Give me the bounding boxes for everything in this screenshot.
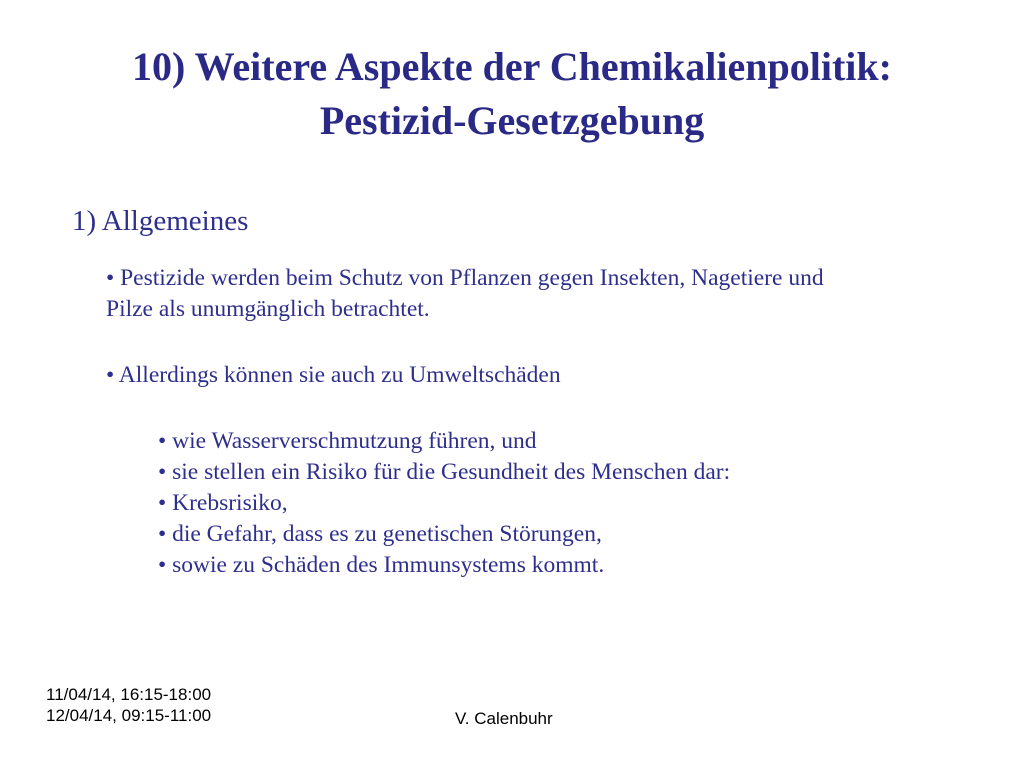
bullet-list bbox=[106, 263, 1006, 581]
sub-bullet-genetische-stoerungen: • die Gefahr, dass es zu genetischen Störungen, bbox=[158, 521, 602, 547]
sub-bullet-gesundheitsrisiko: • sie stellen ein Risiko für die Gesundheit des Menschen dar: bbox=[158, 459, 731, 485]
bullet-pestizide-line-2: Pilze als unumgänglich betrachtet. bbox=[106, 296, 430, 322]
bullet-pestizide-line-1: • Pestizide werden beim Schutz von Pflanzen gegen Insekten, Nagetiere und bbox=[106, 265, 824, 291]
slide-title-line-1: 10) Weitere Aspekte der Chemikalienpolitik: bbox=[132, 44, 892, 89]
slide-title bbox=[0, 40, 1024, 148]
slide-title-line-2: Pestizid-Gesetzgebung bbox=[319, 98, 705, 143]
sub-bullet-wasserverschmutzung: • wie Wasserverschmutzung führen, und bbox=[158, 428, 537, 454]
spacer bbox=[106, 325, 1006, 360]
footer-date-1: 11/04/14, 16:15-18:00 bbox=[46, 685, 212, 704]
footer-dates bbox=[46, 684, 211, 726]
spacer bbox=[106, 391, 1006, 426]
sub-bullet-krebsrisiko: • Krebsrisiko, bbox=[158, 490, 288, 516]
sub-bullet-immunsystem: • sowie zu Schäden des Immunsystems kommt. bbox=[158, 552, 605, 578]
bullet-allerdings: • Allerdings können sie auch zu Umweltschäden bbox=[106, 362, 561, 388]
section-heading: 1) Allgemeines bbox=[72, 205, 249, 237]
footer-date-2: 12/04/14, 09:15-11:00 bbox=[46, 706, 212, 725]
footer-author: V. Calenbuhr bbox=[455, 709, 553, 728]
